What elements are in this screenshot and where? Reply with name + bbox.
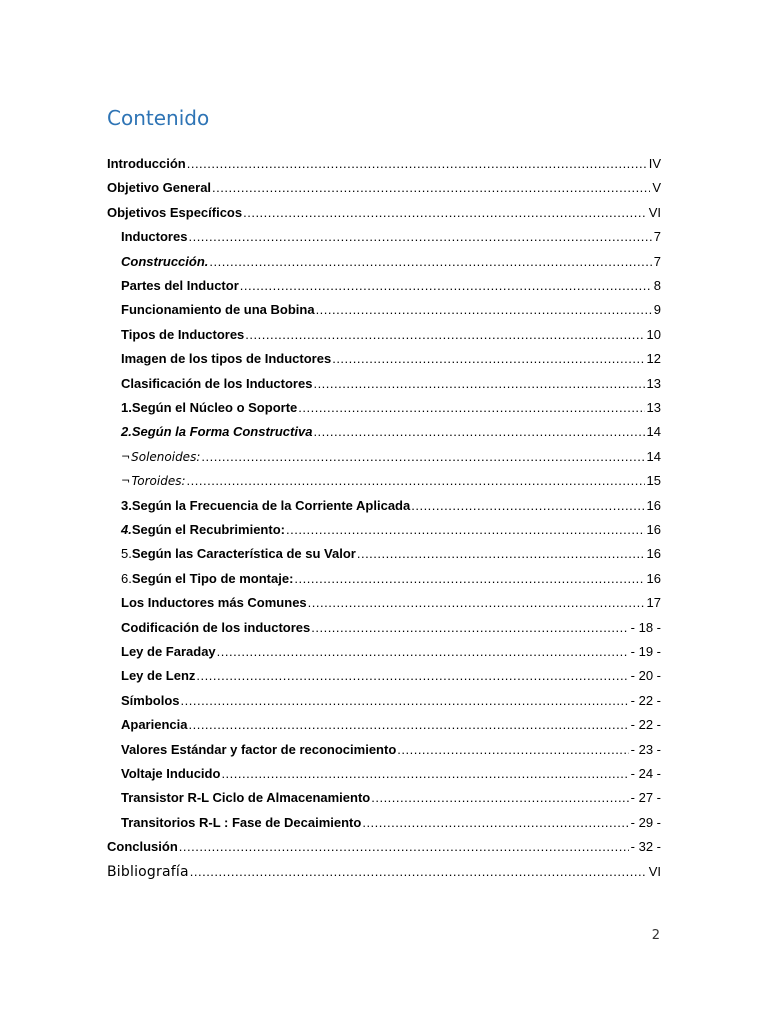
toc-entry-label: Solenoides: (131, 449, 201, 464)
toc-entry[interactable] (121, 250, 661, 270)
toc-entry-page: - 18 - (630, 619, 661, 635)
dot-leader (362, 815, 628, 831)
dot-leader (240, 278, 652, 294)
toc-entry[interactable] (121, 591, 661, 611)
dot-leader (181, 693, 629, 709)
toc-entry[interactable] (121, 640, 661, 660)
toc-entry[interactable] (107, 835, 661, 855)
toc-entry-page: 16 (646, 497, 661, 513)
dot-leader (308, 595, 645, 611)
dot-leader (221, 766, 628, 782)
toc-entry-page: - 27 - (630, 790, 661, 806)
toc-entry-page: 10 (646, 326, 661, 342)
toc-entry-number: 4. (121, 522, 132, 537)
toc-entry[interactable] (121, 762, 661, 782)
dot-leader (187, 156, 647, 172)
toc-entry-label: Según la Frecuencia de la Corriente Aplicada (131, 497, 411, 513)
toc-entry-label: Codificación de los inductores (121, 619, 311, 635)
dot-leader (357, 546, 645, 562)
toc-entry-label: Según el Núcleo o Soporte (131, 400, 298, 415)
toc-entry-label: Voltaje Inducido (121, 766, 221, 781)
toc-entry-label: Ley de Lenz (121, 668, 196, 684)
toc-entry-number: 5. (121, 546, 132, 562)
toc-entry-label: Partes del Inductor (121, 278, 239, 293)
toc-entry-number: 3. (121, 497, 132, 513)
toc-entry-label: Transistor R-L Ciclo de Almacenamiento (121, 790, 371, 806)
toc-entry[interactable] (121, 811, 661, 831)
toc-entry-label: Los Inductores más Comunes (121, 595, 307, 611)
toc-entry[interactable] (121, 664, 661, 684)
dot-leader (311, 620, 628, 636)
dot-leader (286, 522, 645, 538)
toc-entry-label: Bibliografía (107, 863, 189, 880)
toc-entry-page: 12 (646, 351, 661, 367)
toc-entry[interactable] (121, 518, 661, 538)
dot-leader (190, 864, 647, 880)
toc-entry-label: Toroides: (131, 474, 186, 489)
toc-entry[interactable] (121, 786, 661, 806)
toc-entry-label: Según la Forma Constructiva (131, 424, 313, 440)
toc-entry-label: Valores Estándar y factor de reconocimiento (121, 741, 397, 757)
toc-entry-page: 16 (646, 546, 661, 562)
toc-entry[interactable] (121, 347, 661, 367)
toc-entry-page: 7 (653, 253, 661, 269)
toc-entry-page: - 29 - (630, 814, 661, 830)
toc-entry-page: - 23 - (630, 741, 661, 757)
dot-leader (332, 351, 644, 367)
toc-entry[interactable] (121, 567, 661, 587)
toc-entry-label: Objetivo General (107, 180, 212, 196)
toc-entry-number: 1. (121, 400, 132, 415)
toc-entry[interactable] (121, 225, 661, 245)
toc-entry-page: 13 (646, 400, 661, 415)
toc-entry[interactable] (121, 494, 661, 514)
toc-entry-page: 9 (653, 302, 661, 318)
toc-entry-label: Conclusión (107, 839, 178, 855)
toc-heading: Contenido (107, 106, 210, 130)
dot-leader (411, 498, 644, 514)
toc-entry[interactable] (121, 713, 661, 733)
dot-leader (298, 400, 644, 416)
toc-entry-page: 16 (646, 570, 661, 586)
toc-entry-page: - 20 - (630, 668, 661, 684)
toc-entry[interactable] (107, 201, 661, 221)
dot-leader (196, 668, 628, 684)
toc-entry-page: - 19 - (630, 644, 661, 659)
toc-entry-number: 6. (121, 570, 132, 586)
dot-leader (397, 742, 628, 758)
toc-entry-page: 14 (646, 448, 661, 464)
toc-entry[interactable] (121, 396, 661, 416)
toc-entry-number: ¬ (121, 449, 131, 463)
toc-entry-page: 8 (653, 278, 661, 293)
toc-entry-page: - 22 - (630, 692, 661, 708)
dot-leader (313, 424, 644, 440)
toc-entry[interactable] (121, 323, 661, 343)
toc-entry[interactable] (107, 176, 661, 196)
toc-entry-number: 2. (121, 424, 132, 440)
dot-leader (212, 180, 650, 196)
toc-entry-label: Imagen de los tipos de Inductores (121, 351, 332, 367)
toc-entry-page: IV (648, 156, 661, 171)
toc-entry[interactable] (121, 738, 661, 758)
toc-entry-label: Según las Característica de su Valor (131, 546, 356, 562)
toc-entry-label: Símbolos (121, 692, 180, 708)
dot-leader (188, 229, 651, 245)
toc-entry[interactable] (121, 542, 661, 562)
dot-leader (316, 302, 652, 318)
toc-entry-label: Transitorios R-L : Fase de Decaimiento (121, 814, 362, 830)
toc-entry-page: - 24 - (630, 766, 661, 781)
toc-entry-page: VI (648, 863, 661, 879)
toc-entry-page: - 22 - (630, 717, 661, 733)
toc-entry[interactable] (121, 274, 661, 294)
toc-entry-label: Inductores (121, 229, 188, 245)
toc-entry-page: VI (648, 204, 661, 220)
toc-entry-page: 16 (646, 522, 661, 537)
toc-entry[interactable] (121, 616, 661, 636)
toc-entry-page: 7 (653, 229, 661, 245)
toc-entry-label: Según el Tipo de montaje: (131, 570, 294, 586)
toc-entry[interactable] (121, 298, 661, 318)
toc-entry-label: Funcionamiento de una Bobina (121, 302, 315, 318)
toc-entry-label: Tipos de Inductores (121, 326, 245, 342)
toc-entry[interactable] (121, 445, 661, 465)
dot-leader (187, 473, 645, 489)
dot-leader (201, 449, 644, 465)
toc-entry-label: Según el Recubrimiento: (131, 522, 285, 537)
dot-leader (179, 839, 629, 855)
toc-entry-page: - 32 - (630, 839, 661, 855)
dot-leader (245, 327, 644, 343)
toc-entry-label: Clasificación de los Inductores (121, 375, 313, 391)
dot-leader (188, 717, 628, 733)
toc-entry[interactable] (121, 689, 661, 709)
toc-entry-label: Introducción (107, 156, 186, 171)
toc-entry[interactable] (121, 372, 661, 392)
toc-entry-label: Apariencia (121, 717, 188, 733)
toc-entry-page: V (652, 180, 661, 196)
toc-entry-label: Ley de Faraday (121, 644, 216, 659)
dot-leader (243, 205, 647, 221)
toc-entry-number: ¬ (121, 474, 131, 488)
dot-leader (371, 790, 628, 806)
toc-entry[interactable] (107, 860, 661, 880)
dot-leader (294, 571, 644, 587)
dot-leader (217, 644, 629, 660)
page-number: 2 (651, 928, 660, 943)
toc-entry[interactable] (121, 420, 661, 440)
toc-entry[interactable] (121, 469, 661, 489)
toc-entry-page: 17 (646, 595, 661, 611)
toc-entry-label: Construcción. (121, 253, 209, 269)
toc-entry-page: 14 (646, 424, 661, 440)
dot-leader (313, 376, 644, 392)
toc-entry-label: Objetivos Específicos (107, 204, 243, 220)
toc-entry-page: 15 (646, 473, 661, 489)
dot-leader (209, 254, 651, 270)
toc-entry-page: 13 (646, 375, 661, 391)
toc-entry[interactable] (107, 152, 661, 172)
